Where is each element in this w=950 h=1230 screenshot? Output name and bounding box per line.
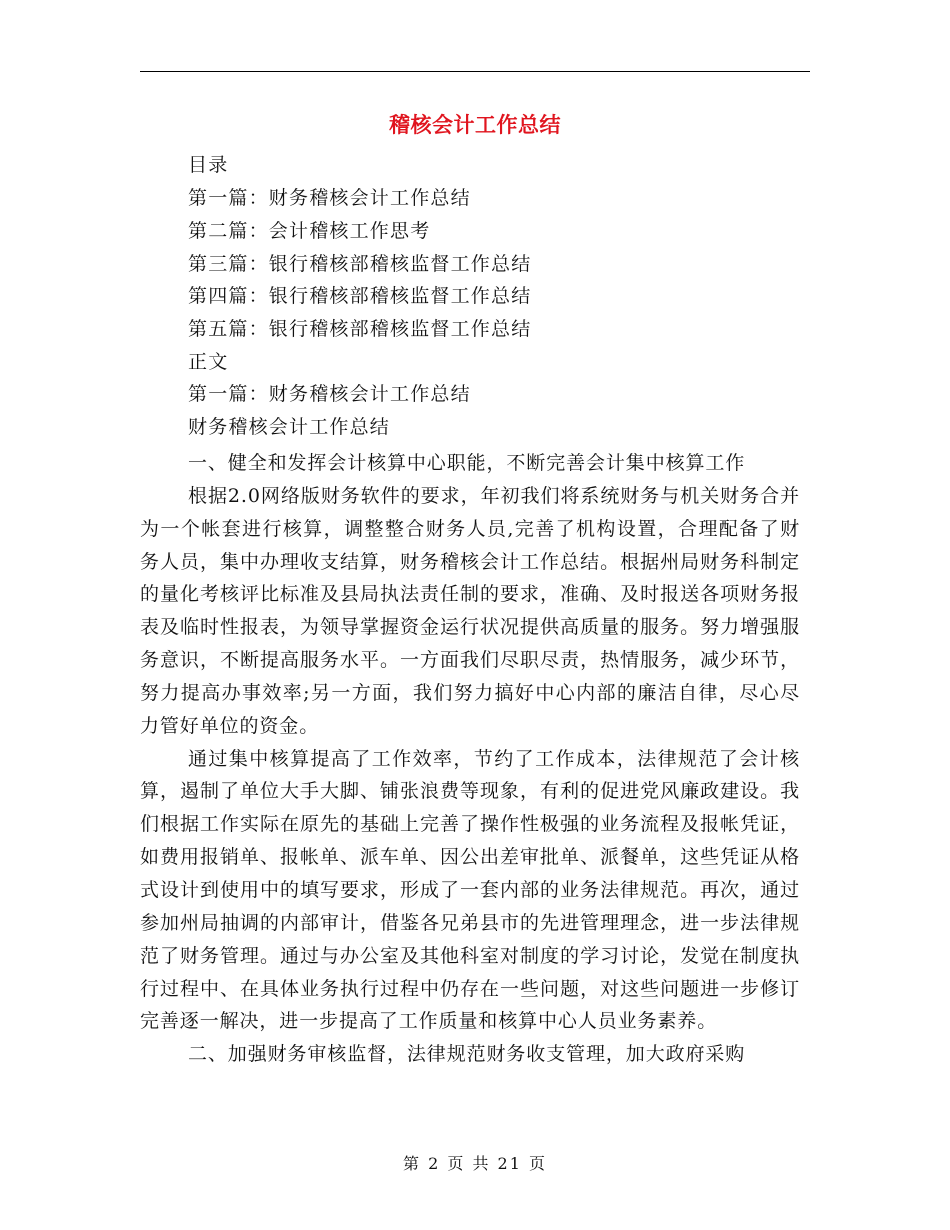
document-title: 稽核会计工作总结 bbox=[389, 113, 561, 137]
paragraph-4: 二、加强财务审核监督，法律规范财务收支管理，加大政府采购 bbox=[188, 1043, 746, 1066]
paragraph-3: 通过集中核算提高了工作效率，节约了工作成本，法律规范了会计核算，遏制了单位大手大脚、铺张浪费等现象，有利的促进党风廉政建设。我们根据工作实际在原先的基础上完善了操作性极强的业务流程及报帐凭证，如费用报销单、报帐单、派车单、因公出差审批单、派餐单，这些凭证从格式设计到使用中的填写要求，形成了一套内部的业务法律规范。再次，通过参加州局抽调的内部审计，借鉴各兄弟县市的先进管理理念，进一步法律规范了财务管理。通过与办公室及其他科室对制度的学习讨论，发觉在制度执行过程中、在具体业务执行过程中仍存在一些问题，对这些问题进一步修订完善逐一解决，进一步提高了工作质量和核算中心人员业务素养。 bbox=[140, 747, 800, 1033]
section-title: 财务稽核会计工作总结 bbox=[188, 416, 391, 438]
paragraph-2: 根据2.0网络版财务软件的要求，年初我们将系统财务与机关财务合并为一个帐套进行核算，调整整合财务人员,完善了机构设置，合理配备了财务人员，集中办理收支结算，财务稽核会计工作总结。根据州局财务科制定的量化考核评比标准及县局执法责任制的要求，准确、及时报送各项财务报表及临时性报表，为领导掌握资金运行状况提供高质量的服务。努力增强服务意识，不断提高服务水平。一方面我们尽职尽责，热情服务，减少环节，努力提高办事效率;另一方面，我们努力搞好中心内部的廉洁自律，尽心尽力管好单位的资金。 bbox=[140, 484, 800, 737]
toc-item-1: 第一篇：财务稽核会计工作总结 bbox=[188, 187, 471, 209]
toc-item-5: 第五篇：银行稽核部稽核监督工作总结 bbox=[188, 318, 532, 340]
toc-item-4: 第四篇：银行稽核部稽核监督工作总结 bbox=[188, 285, 532, 307]
chapter-title: 第一篇：财务稽核会计工作总结 bbox=[188, 383, 471, 405]
header-rule bbox=[140, 71, 810, 72]
paragraph-1: 一、健全和发挥会计核算中心职能，不断完善会计集中核算工作 bbox=[188, 452, 746, 474]
page-number: 第 2 页 共 21 页 bbox=[403, 1154, 547, 1173]
body-heading: 正文 bbox=[188, 351, 229, 373]
toc-heading: 目录 bbox=[188, 154, 229, 176]
toc-item-2: 第二篇：会计稽核工作思考 bbox=[188, 220, 431, 242]
toc-item-3: 第三篇：银行稽核部稽核监督工作总结 bbox=[188, 253, 532, 275]
document-body bbox=[140, 447, 800, 1071]
